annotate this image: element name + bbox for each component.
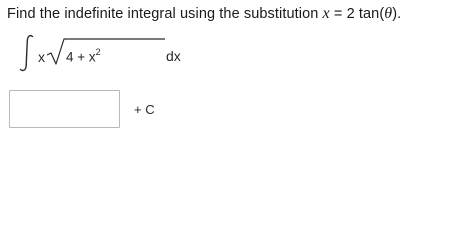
question-suffix: ). <box>392 6 402 22</box>
substitution-equals: = 2 tan( <box>329 6 385 22</box>
substitution-variable: x <box>322 5 330 22</box>
differential: dx <box>166 48 181 64</box>
radicand <box>66 48 101 65</box>
question-text <box>7 5 401 23</box>
constant-of-integration: + C <box>134 102 155 117</box>
radicand-exponent: 2 <box>95 47 101 57</box>
square-root-icon <box>47 37 167 67</box>
integral-sign-icon <box>18 33 36 73</box>
answer-input[interactable] <box>9 90 120 128</box>
radicand-base: 4 + x <box>66 49 96 65</box>
question-prefix: Find the indefinite integral using the substitution <box>7 6 323 22</box>
integrand-x: x <box>38 49 45 65</box>
integral-expression <box>18 33 218 73</box>
theta-symbol: θ <box>384 5 393 22</box>
